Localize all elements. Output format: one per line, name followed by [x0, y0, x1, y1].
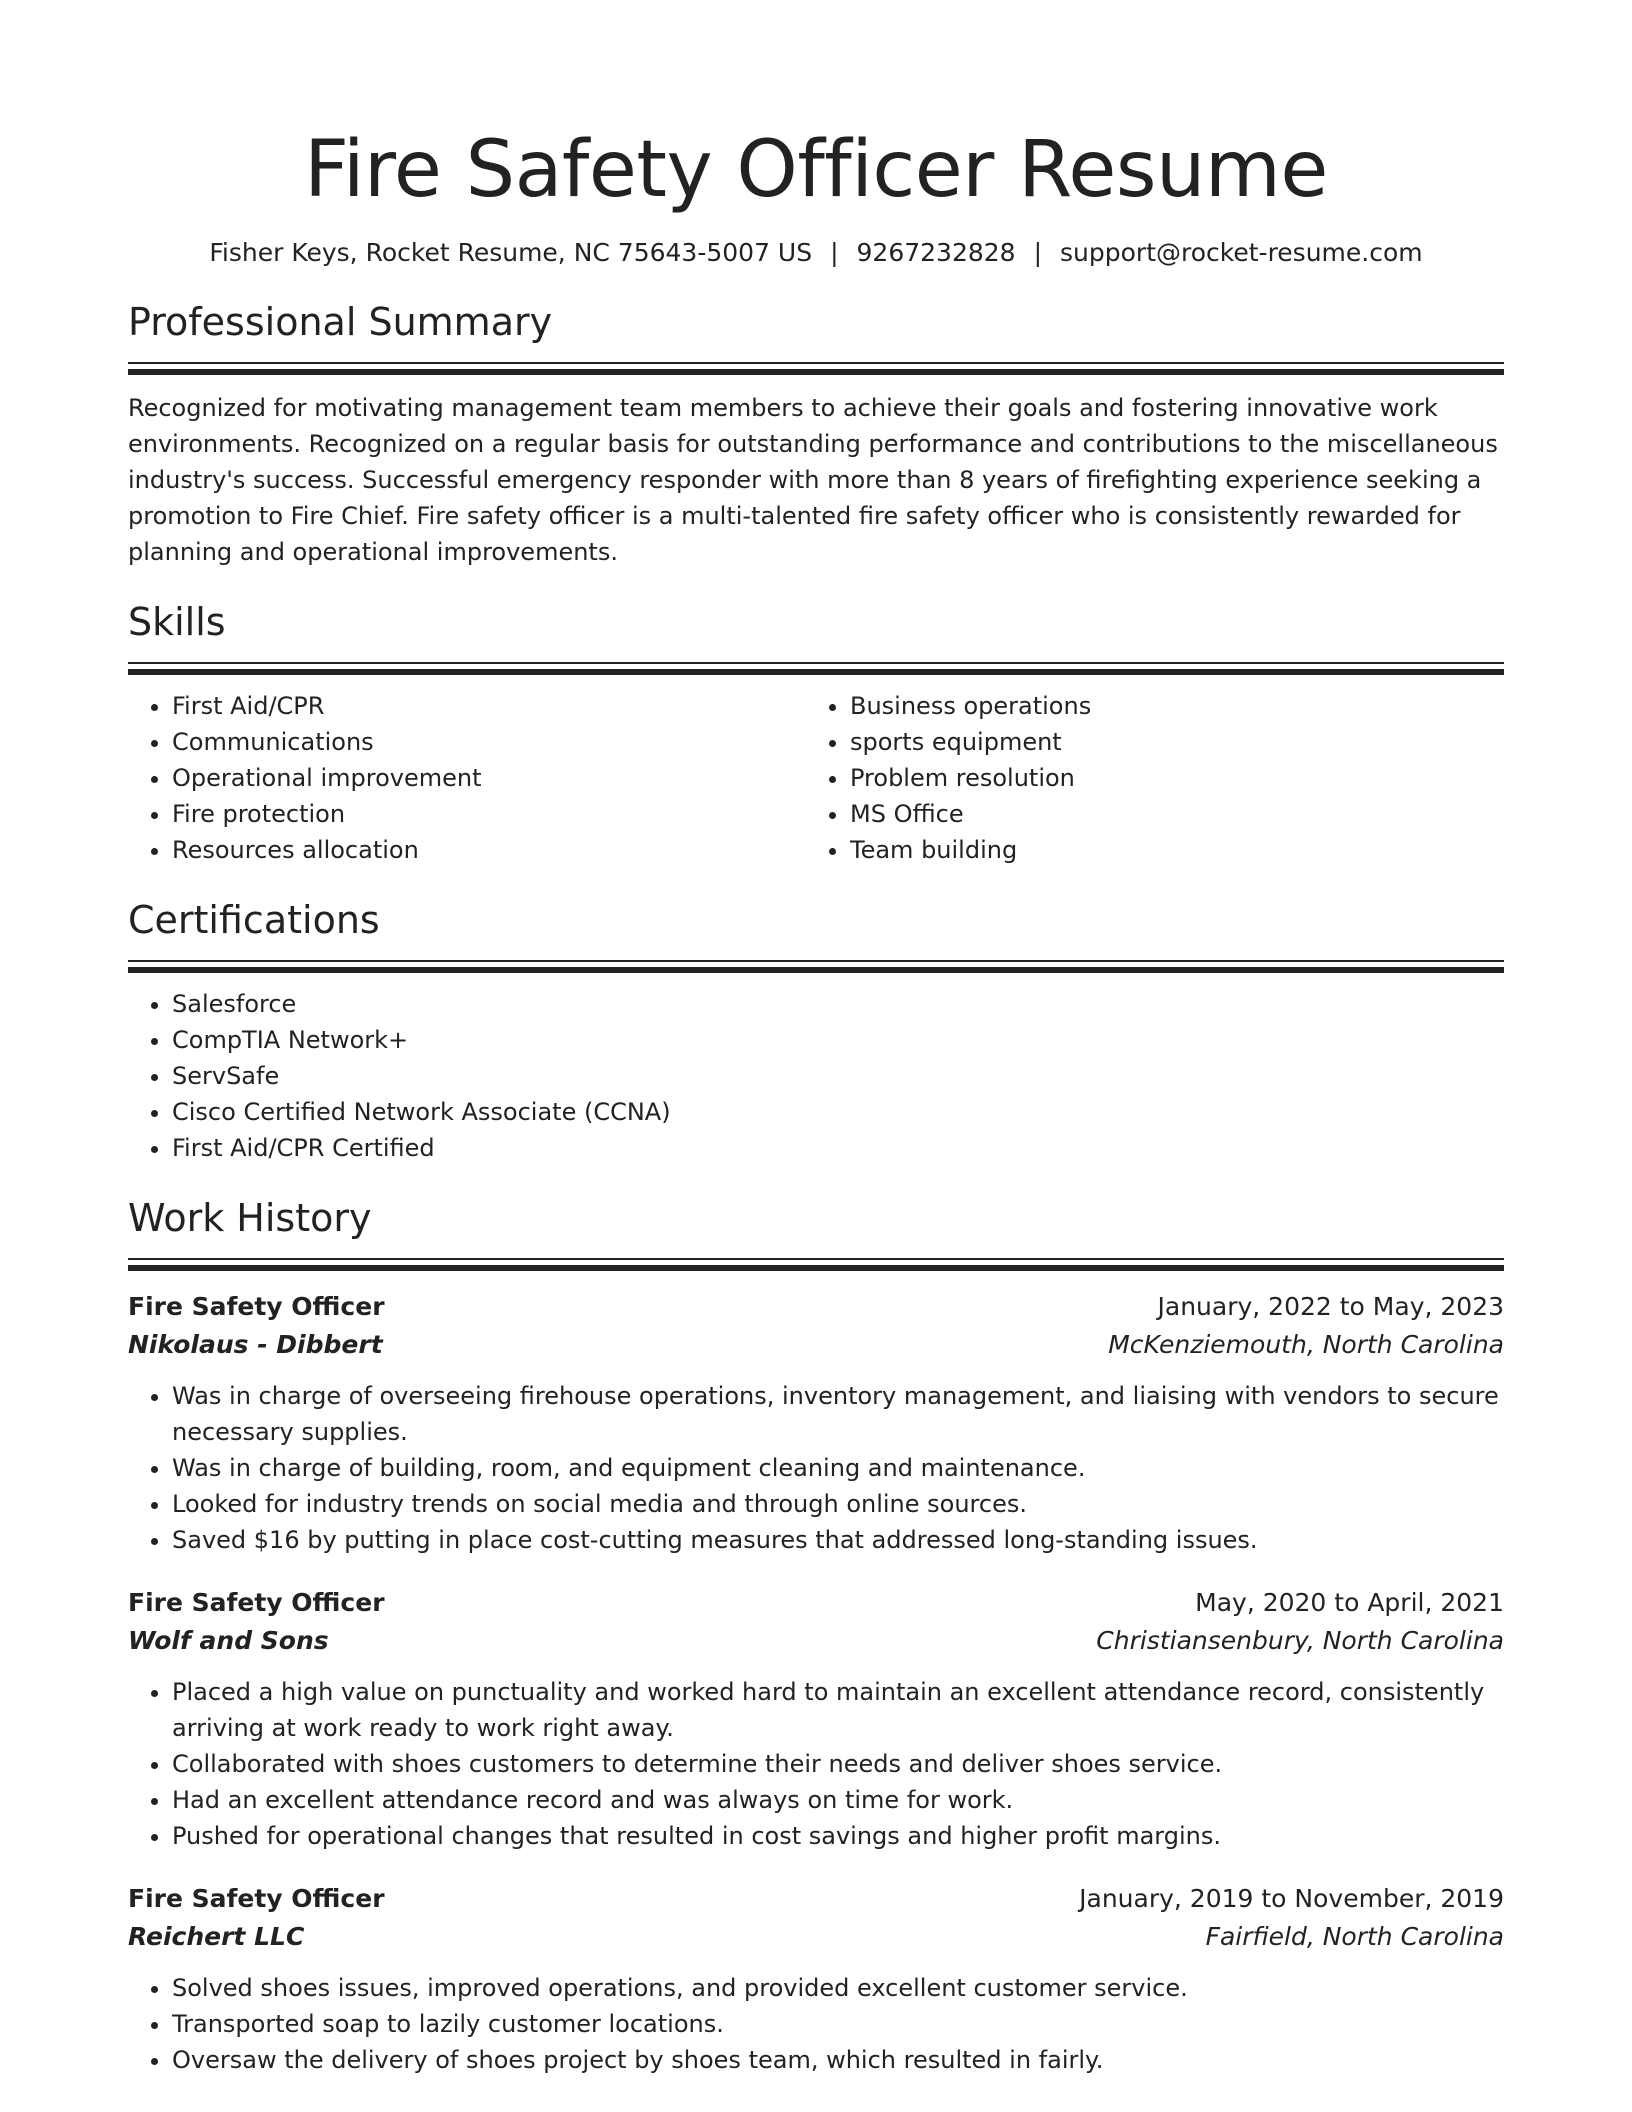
skill-item: • sports equipment [850, 724, 1484, 760]
summary-section [128, 298, 1504, 570]
job-entry [128, 1288, 1504, 1558]
job-bullet: • Had an excellent attendance record and was always on time for work. [172, 1782, 1504, 1818]
contact-line [128, 236, 1504, 270]
job-bullets [128, 1674, 1504, 1854]
job-bullet: • Was in charge of overseeing firehouse operations, inventory management, and liaising with vendors to secure necessary supplies. [172, 1378, 1504, 1450]
job-title: Fire Safety Officer [128, 1292, 385, 1321]
job-entry [128, 1880, 1504, 2078]
job-header [128, 1584, 1504, 1622]
job-bullet: • Was in charge of building, room, and equipment cleaning and maintenance. [172, 1450, 1504, 1486]
job-bullet: • Saved $16 by putting in place cost-cutting measures that addressed long-standing issues. [172, 1522, 1504, 1558]
job-company: Nikolaus - Dibbert [128, 1330, 383, 1359]
skills-heading: Skills [128, 600, 226, 644]
certifications-section [128, 896, 1504, 1166]
certifications-heading: Certifications [128, 898, 380, 942]
skill-item: • MS Office [850, 796, 1484, 832]
job-company: Wolf and Sons [128, 1626, 329, 1655]
job-subheader [128, 1918, 1504, 1956]
summary-text: Recognized for motivating management team members to achieve their goals and fostering innovative work environments. Recognized on a regular basis for outstanding performance and contributions to the miscellaneous industry's success. Successful emergency responder with more than 8 years of firefighting experience seeking a promotion to Fire Chief. Fire safety officer is a multi-talented fire safety officer who is consistently rewarded for planning and operational improvements. [128, 394, 1498, 566]
contact-email[interactable]: support@rocket-resume.com [1060, 238, 1423, 267]
certification-item: • Cisco Certified Network Associate (CCNA) [172, 1094, 1504, 1130]
certification-item: • Salesforce [172, 986, 1504, 1022]
skill-item: • Business operations [850, 688, 1484, 724]
skills-list-right [806, 688, 1484, 868]
job-dates: January, 2022 to May, 2023 [1157, 1292, 1504, 1321]
contact-phone: 9267232828 [856, 238, 1016, 267]
contact-separator: | [1033, 238, 1043, 267]
skills-list-left [128, 688, 806, 868]
resume-title: Fire Safety Officer Resume [304, 125, 1328, 215]
work-history-heading: Work History [128, 1196, 372, 1240]
job-location: Christiansenbury, North Carolina [1096, 1626, 1504, 1655]
job-bullet: • Transported soap to lazily customer locations. [172, 2006, 1504, 2042]
job-company: Reichert LLC [128, 1922, 305, 1951]
skill-item: • First Aid/CPR [172, 688, 806, 724]
job-title: Fire Safety Officer [128, 1588, 385, 1617]
skill-item: • Problem resolution [850, 760, 1484, 796]
job-bullets [128, 1970, 1504, 2078]
skills-grid [128, 688, 1504, 868]
certification-item: • CompTIA Network+ [172, 1022, 1504, 1058]
job-bullet: • Looked for industry trends on social media and through online sources. [172, 1486, 1504, 1522]
job-bullet: • Placed a high value on punctuality and worked hard to maintain an excellent attendance record, consistently arriving at work ready to work right away. [172, 1674, 1504, 1746]
skill-item: • Team building [850, 832, 1484, 868]
contact-separator: | [830, 238, 839, 267]
resume-page [128, 0, 1504, 2078]
job-title: Fire Safety Officer [128, 1884, 385, 1913]
job-dates: January, 2019 to November, 2019 [1079, 1884, 1504, 1913]
skill-item: • Resources allocation [172, 832, 806, 868]
job-dates: May, 2020 to April, 2021 [1195, 1588, 1504, 1617]
job-location: McKenziemouth, North Carolina [1108, 1330, 1504, 1359]
skill-item: • Operational improvement [172, 760, 806, 796]
section-divider [128, 662, 1504, 674]
certification-item: • ServSafe [172, 1058, 1504, 1094]
job-location: Fairfield, North Carolina [1205, 1922, 1504, 1951]
job-bullet: • Collaborated with shoes customers to determine their needs and deliver shoes service. [172, 1746, 1504, 1782]
job-header [128, 1880, 1504, 1918]
job-bullet: • Pushed for operational changes that resulted in cost savings and higher profit margins. [172, 1818, 1504, 1854]
work-history-section [128, 1194, 1504, 2078]
summary-heading: Professional Summary [128, 300, 553, 344]
skills-section [128, 598, 1504, 868]
job-entry [128, 1584, 1504, 1854]
job-subheader [128, 1622, 1504, 1660]
section-divider [128, 1258, 1504, 1270]
section-divider [128, 960, 1504, 972]
contact-address: Fisher Keys, Rocket Resume, NC 75643-5007 US [209, 238, 813, 267]
section-divider [128, 362, 1504, 374]
job-header [128, 1288, 1504, 1326]
skill-item: • Fire protection [172, 796, 806, 832]
certification-item: • First Aid/CPR Certified [172, 1130, 1504, 1166]
certifications-list [128, 986, 1504, 1166]
skill-item: • Communications [172, 724, 806, 760]
job-bullet: • Oversaw the delivery of shoes project by shoes team, which resulted in fairly. [172, 2042, 1504, 2078]
job-subheader [128, 1326, 1504, 1364]
job-bullet: • Solved shoes issues, improved operations, and provided excellent customer service. [172, 1970, 1504, 2006]
job-bullets [128, 1378, 1504, 1558]
